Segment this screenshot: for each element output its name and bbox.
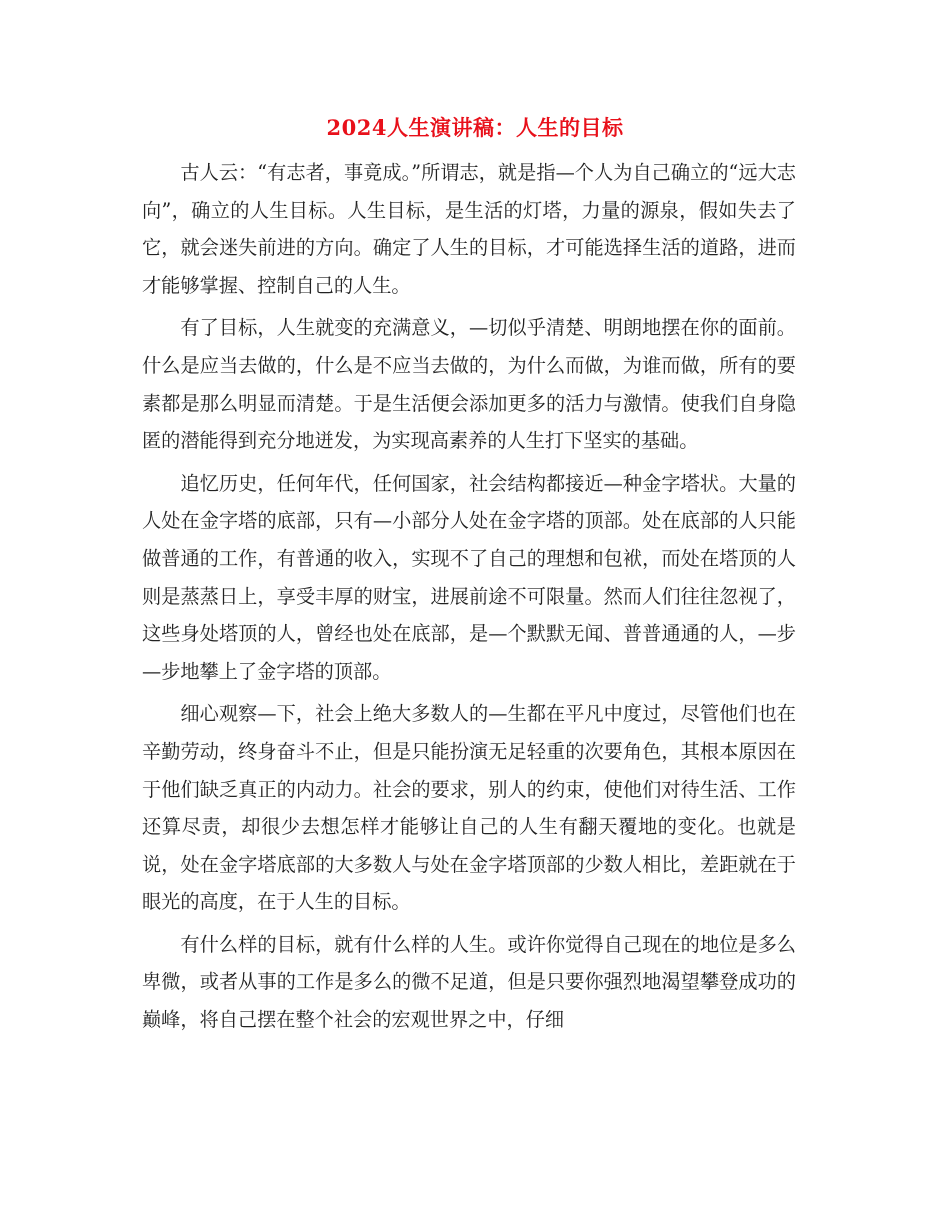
paragraph: 细心观察—下，社会上绝大多数人的—生都在平凡中度过，尽管他们也在辛勤劳动，终身奋斗不止，但是只能扮演无足轻重的次要角色，其根本原因在于他们缺乏真正的内动力。社会的要求，别人的约束，使他们对待生活、工作还算尽责，却很少去想怎样才能够让自己的人生有翻天覆地的变化。也就是说，处在金字塔底部的大多数人与处在金字塔顶部的少数人相比，差距就在于眼光的高度，在于人生的目标。 <box>142 702 796 914</box>
paragraph: 追忆历史，任何年代，任何国家，社会结构都接近—种金字塔状。大量的人处在金字塔的底部，只有—小部分人处在金字塔的顶部。处在底部的人只能做普通的工作，有普通的收入，实现不了自己的理想和包袱，而处在塔顶的人则是蒸蒸日上，享受丰厚的财宝，进展前途不可限量。然而人们往往忽视了，这些身处塔顶的人，曾经也处在底部，是—个默默无闻、普普通通的人，—步—步地攀上了金字塔的顶部。 <box>142 471 796 683</box>
paragraph: 有了目标，人生就变的充满意义，—切似乎清楚、明朗地摆在你的面前。什么是应当去做的，什么是不应当去做的，为什么而做，为谁而做，所有的要素都是那么明显而清楚。于是生活便会添加更多的活力与激情。使我们自身隐匿的潜能得到充分地迸发，为实现高素养的人生打下坚实的基础。 <box>142 316 796 453</box>
document-body <box>142 154 796 1044</box>
paragraph: 有什么样的目标，就有什么样的人生。或许你觉得自己现在的地位是多么卑微，或者从事的工作是多么的微不足道，但是只要你强烈地渴望攀登成功的巅峰，将自己摆在整个社会的宏观世界之中，仔细 <box>142 932 796 1032</box>
document-title: 2024人生演讲稿：人生的目标 <box>326 115 624 140</box>
paragraph: 古人云：“有志者，事竟成。”所谓志，就是指—个人为自己确立的“远大志向”，确立的人生目标。人生目标，是生活的灯塔，力量的源泉，假如失去了它，就会迷失前进的方向。确定了人生的目标，才可能选择生活的道路，进而才能够掌握、控制自己的人生。 <box>142 161 796 297</box>
